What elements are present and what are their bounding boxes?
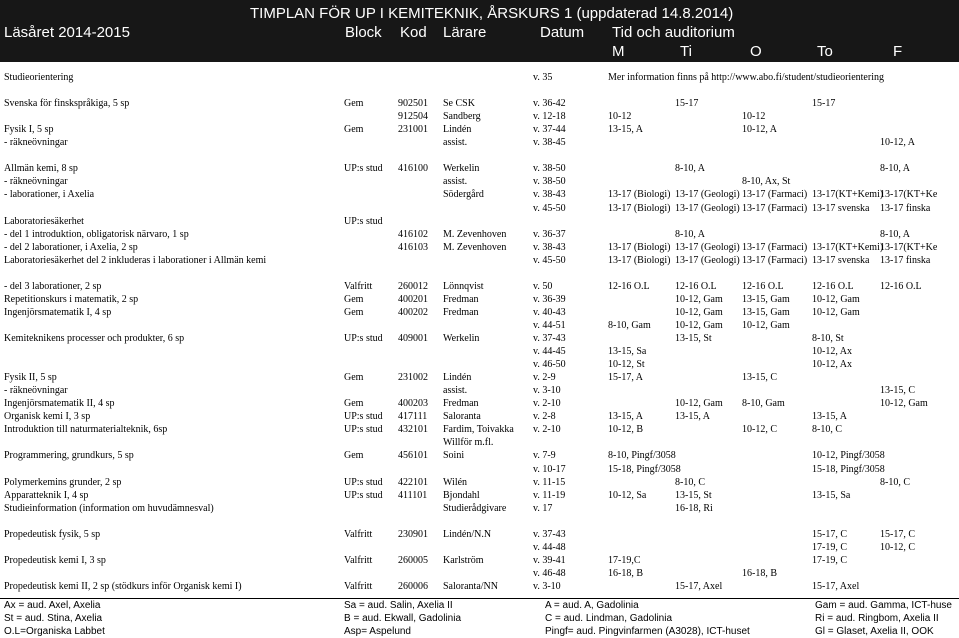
cell-course: Svenska för finskspråkiga, 5 sp xyxy=(4,98,130,110)
cell-code: 409001 xyxy=(398,333,428,344)
cell-wednesday: 10-12, C xyxy=(742,424,777,436)
page-title: TIMPLAN FÖR UP I KEMITEKNIK, ÅRSKURS 1 (uppdaterad 14.8.2014) xyxy=(250,5,734,22)
cell-weeks: v. 2-10 xyxy=(533,424,561,436)
cell-group: UP:s stud xyxy=(344,476,383,488)
cell-friday: 15-17, C xyxy=(880,528,915,540)
cell-weeks: v. 11-15 xyxy=(533,476,566,488)
cell-wednesday: 13-15, Gam xyxy=(742,293,790,305)
cell-thursday: 10-12, Ax xyxy=(812,359,852,371)
cell-monday: 17-19,C xyxy=(608,554,641,566)
cell-weeks: v. 35 xyxy=(533,72,553,83)
cell-monday: 10-12, B xyxy=(608,424,643,436)
cell-monday: 13-15, Sa xyxy=(608,346,647,358)
cell-teacher: Lindén xyxy=(443,372,472,384)
cell-teacher: Saloranta xyxy=(443,411,481,423)
cell-wednesday: 8-10, Ax, St xyxy=(742,176,791,188)
cell-group: Gem xyxy=(344,372,364,384)
cell-teacher: Soini xyxy=(443,450,465,462)
cell-code: 400202 xyxy=(398,306,428,318)
cell-tuesday: 10-12, Gam xyxy=(675,293,723,305)
cell-weeks: v. 2-8 xyxy=(533,411,556,423)
cell-weeks: v. 12-18 xyxy=(533,111,566,123)
cell-thursday: 13-17 svenska xyxy=(812,254,870,266)
legend-entry: Ax = aud. Axel, Axelia xyxy=(4,600,101,611)
cell-tuesday: 15-17 xyxy=(675,98,699,110)
legend-entry: Pingf= aud. Pingvinfarmen (A3028), ICT-huset xyxy=(545,626,750,637)
cell-teacher: Lindén/N.N xyxy=(443,528,492,540)
cell-course: Introduktion till naturmaterialteknik, 6sp xyxy=(4,424,168,436)
legend-entry: Asp= Aspelund xyxy=(344,626,411,637)
cell-code: 417111 xyxy=(398,411,428,423)
cell-course: Studieorientering xyxy=(4,72,74,83)
cell-group: Gem xyxy=(344,293,364,305)
cell-weeks: v. 37-44 xyxy=(533,124,566,136)
cell-group: UP:s stud xyxy=(344,424,383,436)
cell-thursday: 12-16 O.L xyxy=(812,280,854,292)
cell-code: 400203 xyxy=(398,398,428,410)
cell-course: - del 1 introduktion, obligatorisk närvaro, 1 sp xyxy=(4,228,189,240)
cell-tuesday: 8-10, A xyxy=(675,163,705,175)
column-header-teacher: Lärare xyxy=(443,24,487,41)
cell-code: 230901 xyxy=(398,528,428,540)
cell-thursday: 13-17 svenska xyxy=(812,202,870,214)
day-header-wednesday: O xyxy=(750,43,762,60)
cell-course: Programmering, grundkurs, 5 sp xyxy=(4,450,134,462)
cell-teacher: Lönnqvist xyxy=(443,280,484,292)
cell-thursday: 8-10, C xyxy=(812,424,842,436)
cell-course: Polymerkemins grunder, 2 sp xyxy=(4,476,122,488)
cell-course: Repetitionskurs i matematik, 2 sp xyxy=(4,293,139,305)
cell-wednesday: 10-12, A xyxy=(742,124,777,136)
cell-group: Valfritt xyxy=(344,528,373,540)
cell-monday: 15-17, A xyxy=(608,372,643,384)
cell-wednesday: 16-18, B xyxy=(742,567,777,579)
cell-thursday: 17-19, C xyxy=(812,541,847,553)
cell-teacher: M. Zevenhoven xyxy=(443,228,507,240)
day-header-thursday: To xyxy=(817,43,833,60)
legend-entry: A = aud. A, Gadolinia xyxy=(545,600,639,611)
cell-friday: 8-10, C xyxy=(880,476,910,488)
cell-code: 416100 xyxy=(398,163,428,175)
cell-course: - laborationer, i Axelia xyxy=(4,189,95,201)
cell-tuesday: 13-17 (Geologi) xyxy=(675,241,740,253)
academic-year: Läsåret 2014-2015 xyxy=(4,24,130,41)
cell-weeks: v. 38-50 xyxy=(533,163,566,175)
cell-monday: Mer information finns på http://www.abo.fi/student/studieorientering xyxy=(608,72,884,83)
cell-monday: 13-17 (Biologi) xyxy=(608,254,671,266)
legend-entry: C = aud. Lindman, Gadolinia xyxy=(545,613,673,624)
cell-teacher: Sandberg xyxy=(443,111,481,123)
legend-entry: Ri = aud. Ringbom, Axelia II xyxy=(815,613,939,624)
cell-teacher: Willför m.fl. xyxy=(443,437,494,449)
cell-thursday: 15-17 xyxy=(812,98,836,110)
cell-friday: 8-10, A xyxy=(880,163,910,175)
room-legend xyxy=(0,598,959,638)
cell-friday: 13-17(KT+Ke xyxy=(880,241,938,253)
cell-teacher: Karlström xyxy=(443,554,484,566)
cell-weeks: v. 46-48 xyxy=(533,567,566,579)
cell-weeks: v. 36-37 xyxy=(533,228,566,240)
cell-course: Ingenjörsmatematik I, 4 sp xyxy=(4,306,112,318)
cell-monday: 8-10, Gam xyxy=(608,319,651,331)
cell-weeks: v. 46-50 xyxy=(533,359,566,371)
cell-tuesday: 13-17 (Geologi) xyxy=(675,254,740,266)
cell-code: 902501 xyxy=(398,98,428,110)
cell-teacher: Werkelin xyxy=(443,333,480,344)
cell-weeks: v. 3-10 xyxy=(533,385,561,397)
cell-group: Gem xyxy=(344,398,364,410)
cell-monday: 13-17 (Biologi) xyxy=(608,202,671,214)
cell-teacher: Werkelin xyxy=(443,163,480,175)
cell-course: Kemiteknikens processer och produkter, 6 sp xyxy=(4,333,185,344)
cell-course: - del 3 laborationer, 2 sp xyxy=(4,280,102,292)
legend-entry: B = aud. Ekwall, Gadolinia xyxy=(344,613,462,624)
cell-monday: 13-15, A xyxy=(608,124,643,136)
cell-friday: 10-12, A xyxy=(880,137,915,149)
cell-monday: 15-18, Pingf/3058 xyxy=(608,463,681,475)
cell-weeks: v. 38-50 xyxy=(533,176,566,188)
legend-entry: Gam = aud. Gamma, ICT-huse xyxy=(815,600,952,611)
cell-wednesday: 8-10, Gam xyxy=(742,398,785,410)
cell-thursday: 15-17, Axel xyxy=(812,580,860,592)
cell-weeks: v. 2-9 xyxy=(533,372,556,384)
cell-wednesday: 13-17 (Farmaci) xyxy=(742,202,808,214)
cell-thursday: 13-15, A xyxy=(812,411,847,423)
cell-thursday: 13-15, Sa xyxy=(812,489,851,501)
cell-tuesday: 8-10, A xyxy=(675,228,705,240)
cell-course: Propedeutisk kemi II, 2 sp (stödkurs inför Organisk kemi I) xyxy=(4,580,242,592)
cell-weeks: v. 10-17 xyxy=(533,463,566,475)
cell-thursday: 10-12, Pingf/3058 xyxy=(812,450,885,462)
cell-code: 260005 xyxy=(398,554,428,566)
cell-code: 416102 xyxy=(398,228,428,240)
cell-group: UP:s stud xyxy=(344,489,383,501)
cell-code: 422101 xyxy=(398,476,428,488)
legend-entry: St = aud. Stina, Axelia xyxy=(4,613,103,624)
cell-weeks: v. 36-39 xyxy=(533,293,566,305)
legend-entry: Gl = Glaset, Axelia II, OOK xyxy=(815,626,934,637)
cell-monday: 16-18, B xyxy=(608,567,643,579)
day-header-tuesday: Ti xyxy=(680,43,692,60)
cell-weeks: v. 45-50 xyxy=(533,254,566,266)
cell-wednesday: 13-15, C xyxy=(742,372,777,384)
cell-wednesday: 10-12, Gam xyxy=(742,319,790,331)
cell-code: 416103 xyxy=(398,241,428,253)
cell-weeks: v. 37-43 xyxy=(533,528,566,540)
cell-teacher: Södergård xyxy=(443,189,484,201)
cell-weeks: v. 38-45 xyxy=(533,137,566,149)
cell-code: 411101 xyxy=(398,489,428,501)
cell-teacher: Fredman xyxy=(443,306,479,318)
cell-tuesday: 13-15, St xyxy=(675,333,712,344)
cell-weeks: v. 11-19 xyxy=(533,489,566,501)
cell-monday: 10-12, Sa xyxy=(608,489,647,501)
cell-course: Fysik I, 5 sp xyxy=(4,124,54,136)
cell-group: Valfritt xyxy=(344,554,373,566)
cell-code: 260012 xyxy=(398,280,428,292)
cell-wednesday: 13-17 (Farmaci) xyxy=(742,189,808,201)
cell-teacher: Fardim, Toivakka xyxy=(443,424,514,436)
cell-tuesday: 10-12, Gam xyxy=(675,306,723,318)
cell-friday: 10-12, Gam xyxy=(880,398,928,410)
cell-monday: 13-17 (Biologi) xyxy=(608,241,671,253)
cell-course: Fysik II, 5 sp xyxy=(4,372,57,384)
cell-course: Laboratoriesäkerhet xyxy=(4,215,84,227)
cell-friday: 10-12, C xyxy=(880,541,915,553)
cell-monday: 10-12, St xyxy=(608,359,645,371)
cell-thursday: 10-12, Ax xyxy=(812,346,852,358)
cell-teacher: Studierådgivare xyxy=(443,502,507,514)
schedule-table xyxy=(0,66,959,637)
cell-friday: 13-17(KT+Ke xyxy=(880,189,938,201)
cell-thursday: 8-10, St xyxy=(812,333,844,344)
cell-course: Propedeutisk kemi I, 3 sp xyxy=(4,554,106,566)
cell-weeks: v. 3-10 xyxy=(533,580,561,592)
cell-code: 400201 xyxy=(398,293,428,305)
cell-thursday: 13-17(KT+Kemi) xyxy=(812,189,884,201)
cell-monday: 10-12 xyxy=(608,111,632,123)
cell-monday: 12-16 O.L xyxy=(608,280,650,292)
cell-group: UP:s stud xyxy=(344,215,383,227)
day-header-friday: F xyxy=(893,43,903,60)
cell-thursday: 17-19, C xyxy=(812,554,847,566)
cell-friday: 13-17 finska xyxy=(880,202,931,214)
cell-teacher: Fredman xyxy=(443,293,479,305)
cell-code: 260006 xyxy=(398,580,428,592)
cell-weeks: v. 38-43 xyxy=(533,241,566,253)
cell-teacher: assist. xyxy=(443,137,468,149)
cell-teacher: Bjondahl xyxy=(443,489,480,501)
legend-entry: Sa = aud. Salin, Axelia II xyxy=(344,600,453,611)
cell-course: Apparatteknik I, 4 sp xyxy=(4,489,89,501)
cell-weeks: v. 36-42 xyxy=(533,98,566,110)
cell-teacher: Fredman xyxy=(443,398,479,410)
cell-teacher: M. Zevenhoven xyxy=(443,241,507,253)
cell-monday: 13-15, A xyxy=(608,411,643,423)
cell-tuesday: 8-10, C xyxy=(675,476,705,488)
cell-group: Valfritt xyxy=(344,280,373,292)
cell-wednesday: 13-17 (Farmaci) xyxy=(742,254,808,266)
cell-tuesday: 16-18, Ri xyxy=(675,502,713,514)
cell-code: 912504 xyxy=(398,111,428,123)
cell-wednesday: 12-16 O.L xyxy=(742,280,784,292)
cell-weeks: v. 44-48 xyxy=(533,541,566,553)
cell-course: - räkneövningar xyxy=(4,176,68,188)
cell-group: UP:s stud xyxy=(344,163,383,175)
cell-group: Valfritt xyxy=(344,580,373,592)
cell-course: Propedeutisk fysik, 5 sp xyxy=(4,528,101,540)
cell-course: - del 2 laborationer, i Axelia, 2 sp xyxy=(4,241,138,253)
cell-weeks: v. 50 xyxy=(533,280,553,292)
cell-weeks: v. 39-41 xyxy=(533,554,566,566)
cell-teacher: Saloranta/NN xyxy=(443,580,498,592)
cell-group: UP:s stud xyxy=(344,411,383,423)
cell-teacher: Lindén xyxy=(443,124,472,136)
cell-tuesday: 12-16 O.L xyxy=(675,280,717,292)
column-header-date: Datum xyxy=(540,24,585,41)
cell-friday: 13-15, C xyxy=(880,385,915,397)
cell-weeks: v. 45-50 xyxy=(533,202,566,214)
cell-wednesday: 13-17 (Farmaci) xyxy=(742,241,808,253)
cell-thursday: 15-18, Pingf/3058 xyxy=(812,463,885,475)
cell-teacher: Wilén xyxy=(443,476,468,488)
cell-teacher: assist. xyxy=(443,176,468,188)
cell-friday: 12-16 O.L xyxy=(880,280,922,292)
cell-weeks: v. 40-43 xyxy=(533,306,566,318)
day-header-monday: M xyxy=(612,43,625,60)
cell-teacher: assist. xyxy=(443,385,468,397)
cell-thursday: 13-17(KT+Kemi) xyxy=(812,241,884,253)
cell-code: 231002 xyxy=(398,372,428,384)
cell-group: Gem xyxy=(344,450,364,462)
cell-weeks: v. 7-9 xyxy=(533,450,556,462)
column-header-block: Block xyxy=(345,24,382,41)
cell-friday: 13-17 finska xyxy=(880,254,931,266)
cell-course: - räkneövningar xyxy=(4,385,68,397)
cell-course: Ingenjörsmatematik II, 4 sp xyxy=(4,398,115,410)
cell-tuesday: 10-12, Gam xyxy=(675,398,723,410)
cell-thursday: 10-12, Gam xyxy=(812,306,860,318)
cell-group: UP:s stud xyxy=(344,333,383,344)
cell-weeks: v. 2-10 xyxy=(533,398,561,410)
cell-weeks: v. 17 xyxy=(533,502,553,514)
cell-tuesday: 10-12, Gam xyxy=(675,319,723,331)
cell-code: 432101 xyxy=(398,424,428,436)
cell-monday: 8-10, Pingf/3058 xyxy=(608,450,676,462)
cell-code: 456101 xyxy=(398,450,428,462)
cell-weeks: v. 44-51 xyxy=(533,319,566,331)
cell-group: Gem xyxy=(344,98,364,110)
cell-wednesday: 13-15, Gam xyxy=(742,306,790,318)
cell-course: - räkneövningar xyxy=(4,137,68,149)
cell-course: Allmän kemi, 8 sp xyxy=(4,163,78,175)
column-header-time-room: Tid och auditorium xyxy=(612,24,735,41)
cell-group: Gem xyxy=(344,124,364,136)
cell-tuesday: 13-17 (Geologi) xyxy=(675,202,740,214)
cell-weeks: v. 38-43 xyxy=(533,189,566,201)
cell-code: 231001 xyxy=(398,124,428,136)
cell-course: Organisk kemi I, 3 sp xyxy=(4,411,91,423)
cell-thursday: 10-12, Gam xyxy=(812,293,860,305)
cell-wednesday: 10-12 xyxy=(742,111,766,123)
page-header xyxy=(0,0,959,62)
cell-weeks: v. 37-43 xyxy=(533,333,566,344)
cell-course: Studieinformation (information om huvudämnesval) xyxy=(4,502,214,514)
cell-tuesday: 13-15, St xyxy=(675,489,712,501)
cell-group: Gem xyxy=(344,306,364,318)
cell-monday: 13-17 (Biologi) xyxy=(608,189,671,201)
cell-teacher: Se CSK xyxy=(443,98,475,110)
cell-tuesday: 13-15, A xyxy=(675,411,710,423)
legend-entry: O.L=Organiska Labbet xyxy=(4,626,105,637)
cell-thursday: 15-17, C xyxy=(812,528,847,540)
cell-course: Laboratoriesäkerhet del 2 inkluderas i laborationer i Allmän kemi xyxy=(4,254,267,266)
cell-tuesday: 15-17, Axel xyxy=(675,580,723,592)
cell-friday: 8-10, A xyxy=(880,228,910,240)
column-header-code: Kod xyxy=(400,24,427,41)
cell-weeks: v. 44-45 xyxy=(533,346,566,358)
cell-tuesday: 13-17 (Geologi) xyxy=(675,189,740,201)
